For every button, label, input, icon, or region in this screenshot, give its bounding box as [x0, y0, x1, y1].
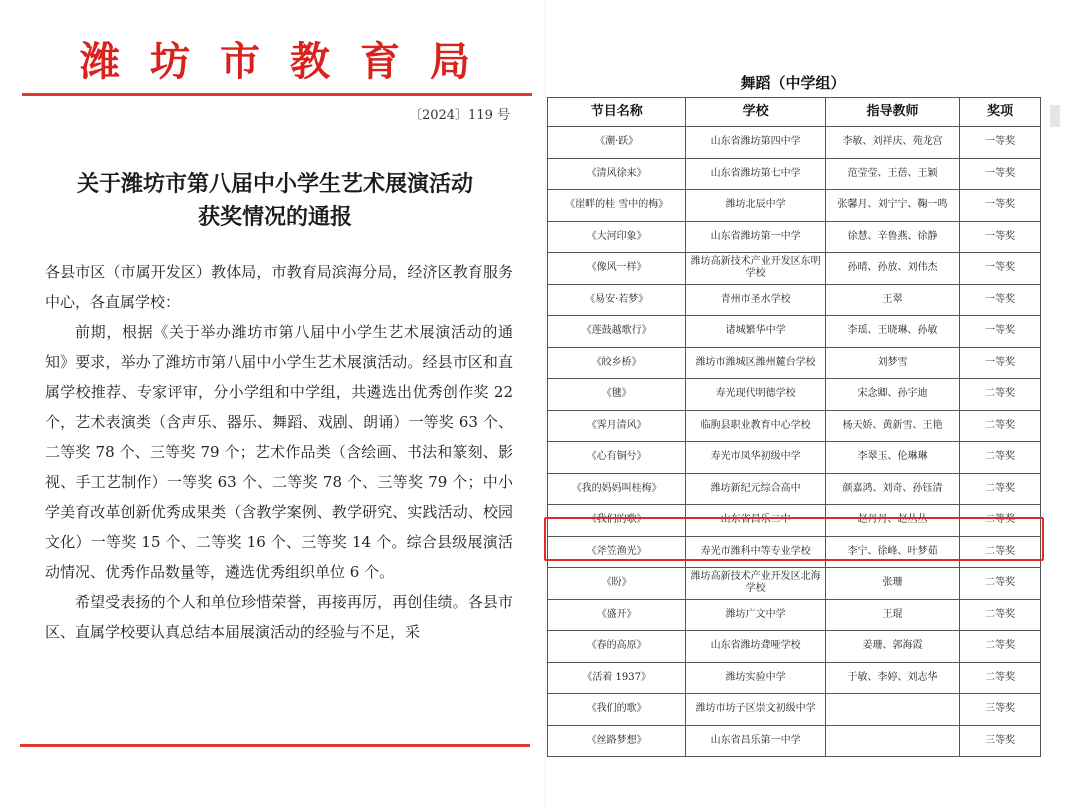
program-name-cell: 《毽》: [548, 379, 686, 411]
award-table: [547, 97, 1041, 757]
document-body: [45, 257, 513, 647]
school-cell: 寿光市潍科中等专业学校: [686, 536, 825, 568]
school-cell: 潍坊市坊子区崇文初级中学: [686, 694, 825, 726]
table-row: [548, 158, 1041, 190]
header-teacher: 指导教师: [825, 98, 959, 127]
teacher-cell: 宋念卿、孙宇迪: [825, 379, 959, 411]
table-caption: 舞蹈（中学组）: [740, 74, 846, 92]
teacher-cell: 李瑶、王晓琳、孙敏: [825, 316, 959, 348]
school-cell: 临朐县职业教育中心学校: [686, 410, 825, 442]
school-cell: 寿光现代明德学校: [686, 379, 825, 411]
table-row: [548, 694, 1041, 726]
teacher-cell: 颜嘉鸿、刘奇、孙钰清: [825, 473, 959, 505]
award-cell: 二等奖: [960, 473, 1041, 505]
award-cell: 一等奖: [960, 284, 1041, 316]
table-row: [548, 127, 1041, 159]
teacher-cell: 范莹莹、王蓓、王颖: [825, 158, 959, 190]
title-line-1: 关于潍坊市第八届中小学生艺术展演活动: [76, 171, 473, 197]
teacher-cell: 赵丹丹、赵丛丛: [825, 505, 959, 537]
teacher-cell: 张珊: [825, 568, 959, 600]
award-cell: 二等奖: [960, 505, 1041, 537]
program-name-cell: 《盼》: [548, 568, 686, 600]
program-name-cell: 《潮·跃》: [548, 127, 686, 159]
title-line-2: 获奖情况的通报: [197, 204, 352, 230]
school-cell: 潍坊广文中学: [686, 599, 825, 631]
award-cell: 二等奖: [960, 568, 1041, 600]
award-cell: 一等奖: [960, 253, 1041, 285]
school-cell: 山东省潍坊第一中学: [686, 221, 825, 253]
teacher-cell: 王琨: [825, 599, 959, 631]
award-cell: 二等奖: [960, 599, 1041, 631]
teacher-cell: [825, 694, 959, 726]
footer-red-rule: [20, 744, 530, 747]
school-cell: 青州市圣水学校: [686, 284, 825, 316]
teacher-cell: 孙晴、孙放、刘伟杰: [825, 253, 959, 285]
program-name-cell: 《大河印象》: [548, 221, 686, 253]
award-cell: 一等奖: [960, 221, 1041, 253]
masthead-title: 潍坊市教育局: [80, 38, 500, 85]
table-row: [548, 347, 1041, 379]
program-name-cell: 《春的高原》: [548, 631, 686, 663]
table-row: [548, 379, 1041, 411]
document-title: [25, 168, 525, 234]
page-divider: [545, 0, 546, 810]
school-cell: 山东省潍坊第四中学: [686, 127, 825, 159]
award-cell: 三等奖: [960, 725, 1041, 757]
table-row: [548, 410, 1041, 442]
teacher-cell: 徐慧、辛鲁燕、徐静: [825, 221, 959, 253]
table-row: [548, 190, 1041, 222]
school-cell: 寿光市凤华初级中学: [686, 442, 825, 474]
award-cell: 二等奖: [960, 410, 1041, 442]
program-name-cell: 《皎乡桥》: [548, 347, 686, 379]
award-cell: 一等奖: [960, 190, 1041, 222]
table-row: [548, 284, 1041, 316]
school-cell: 山东省昌乐二中: [686, 505, 825, 537]
award-cell: 二等奖: [960, 631, 1041, 663]
program-name-cell: 《清风徐来》: [548, 158, 686, 190]
body-paragraph-2: 希望受表扬的个人和单位珍惜荣誉，再接再厉，再创佳绩。各县市区、直属学校要认真总结本届展演活动的经验与不足，采: [45, 593, 513, 641]
table-row: [548, 221, 1041, 253]
teacher-cell: 于敏、李婷、刘志华: [825, 662, 959, 694]
award-cell: 一等奖: [960, 158, 1041, 190]
table-row: [548, 473, 1041, 505]
teacher-cell: 王翠: [825, 284, 959, 316]
award-cell: 一等奖: [960, 316, 1041, 348]
document-number: 〔2024〕119 号: [408, 108, 510, 123]
program-name-cell: 《霁月清风》: [548, 410, 686, 442]
program-name-cell: 《我的妈妈叫桂梅》: [548, 473, 686, 505]
award-cell: 二等奖: [960, 442, 1041, 474]
program-name-cell: 《丝路梦想》: [548, 725, 686, 757]
award-cell: 二等奖: [960, 536, 1041, 568]
program-name-cell: 《盛开》: [548, 599, 686, 631]
table-row: [548, 662, 1041, 694]
table-row: [548, 568, 1041, 600]
teacher-cell: 张馨月、刘宁宁、鞠一鸣: [825, 190, 959, 222]
table-row: [548, 599, 1041, 631]
school-cell: 潍坊实验中学: [686, 662, 825, 694]
header-school: 学校: [686, 98, 825, 127]
award-cell: 二等奖: [960, 662, 1041, 694]
table-row: [548, 725, 1041, 757]
award-cell: 一等奖: [960, 127, 1041, 159]
school-cell: 潍坊北辰中学: [686, 190, 825, 222]
program-name-cell: 《斧笠渔光》: [548, 536, 686, 568]
school-cell: 山东省潍坊聋哑学校: [686, 631, 825, 663]
teacher-cell: 李翠玉、伦琳琳: [825, 442, 959, 474]
edge-mark: [1050, 105, 1060, 127]
teacher-cell: 李敏、刘祥庆、苑龙宫: [825, 127, 959, 159]
salutation-paragraph: 各县市区（市属开发区）教体局，市教育局滨海分局，经济区教育服务中心，各直属学校：: [45, 263, 513, 311]
table-row: [548, 442, 1041, 474]
teacher-cell: 李宁、徐峰、叶梦茹: [825, 536, 959, 568]
program-name-cell: 《活着 1937》: [548, 662, 686, 694]
header-program-name: 节目名称: [548, 98, 686, 127]
teacher-cell: 杨天娇、黄新雪、王艳: [825, 410, 959, 442]
table-header-row: [548, 98, 1041, 127]
table-row: [548, 253, 1041, 285]
header-red-rule: [22, 93, 532, 96]
program-name-cell: 《像风一样》: [548, 253, 686, 285]
teacher-cell: 姜珊、郭海霞: [825, 631, 959, 663]
school-cell: 潍坊新纪元综合高中: [686, 473, 825, 505]
body-paragraph-1: 前期，根据《关于举办潍坊市第八届中小学生艺术展演活动的通知》要求，举办了潍坊市第八届中小学生艺术展演活动。经县市区和直属学校推荐、专家评审，分小学组和中学组，共遴选出优秀创作奖 22 个，艺术表演类（含声乐、器乐、舞蹈、戏剧、朗诵）一等奖 63 个、二等奖 78 个、三等奖 79 个；艺术作品类（含绘画、书法和篆刻、影视、手工艺制作）一等奖 63 个、二等奖 78 个、三等奖 79 个；中小学美育改革创新优秀成果类（含教学案例、教学研究、实践活动、校园文化）一等奖 15 个、二等奖 16 个、三等奖 14 个。综合县级展演活动情况、优秀作品数量等，遴选优秀组织单位 6 个。: [45, 323, 513, 581]
program-name-cell: 《易安·若梦》: [548, 284, 686, 316]
teacher-cell: [825, 725, 959, 757]
program-name-cell: 《心有铜兮》: [548, 442, 686, 474]
program-name-cell: 《我们的歌》: [548, 505, 686, 537]
award-cell: 三等奖: [960, 694, 1041, 726]
school-cell: 山东省潍坊第七中学: [686, 158, 825, 190]
program-name-cell: 《我们的歌》: [548, 694, 686, 726]
teacher-cell: 刘梦雪: [825, 347, 959, 379]
table-row: [548, 316, 1041, 348]
school-cell: 山东省昌乐第一中学: [686, 725, 825, 757]
award-table-body: [548, 127, 1041, 757]
school-cell: 潍坊高新技术产业开发区东明学校: [686, 253, 825, 285]
school-cell: 潍坊市潍城区潍州麓台学校: [686, 347, 825, 379]
program-name-cell: 《莲鼓越歌行》: [548, 316, 686, 348]
school-cell: 潍坊高新技术产业开发区北海学校: [686, 568, 825, 600]
award-cell: 二等奖: [960, 379, 1041, 411]
award-cell: 一等奖: [960, 347, 1041, 379]
school-cell: 诸城繁华中学: [686, 316, 825, 348]
highlighted-row-box: [544, 517, 1044, 561]
header-award: 奖项: [960, 98, 1041, 127]
program-name-cell: 《崖畔的桂 雪中的梅》: [548, 190, 686, 222]
table-row: [548, 631, 1041, 663]
